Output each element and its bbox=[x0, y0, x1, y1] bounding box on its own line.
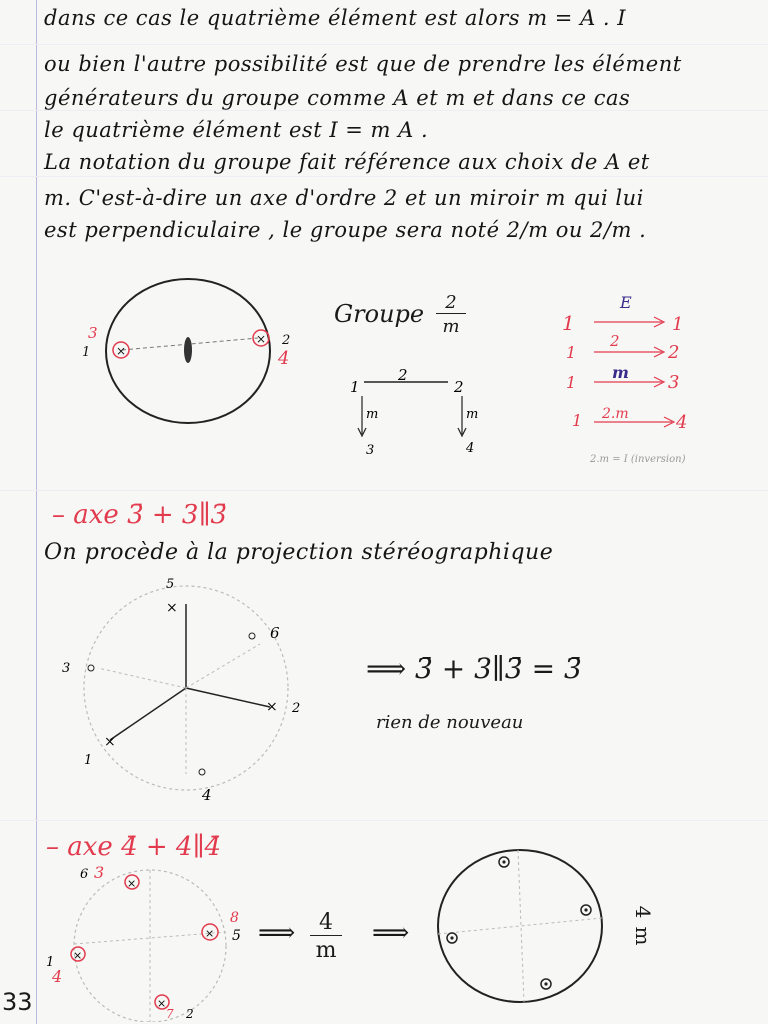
svg-text:×: × bbox=[256, 332, 267, 346]
label-1: 1 bbox=[46, 955, 55, 970]
ruled-line bbox=[0, 110, 768, 111]
svg-text:×: × bbox=[157, 997, 167, 1010]
tree-top-left: 1 bbox=[350, 378, 360, 396]
label-2: 2 bbox=[186, 1007, 194, 1021]
svg-text:×: × bbox=[266, 699, 278, 715]
group-fraction-den: m bbox=[442, 316, 460, 337]
side-fraction-num: 4 bbox=[631, 905, 655, 919]
label-1: 1 bbox=[84, 753, 93, 768]
text-line-5: La notation du groupe fait référence aux choix de A et bbox=[44, 150, 650, 174]
operation-mappings bbox=[556, 286, 716, 436]
implies-arrow-2: ⟹ bbox=[372, 918, 410, 948]
label-2: 2 bbox=[282, 333, 291, 348]
tree-m-left: m bbox=[366, 407, 379, 422]
label-6: 6 bbox=[270, 624, 280, 642]
label-5: 5 bbox=[232, 928, 241, 944]
label-2: 2 bbox=[292, 701, 301, 716]
label-7: 7 bbox=[166, 1007, 174, 1021]
map-to-4: 4 bbox=[676, 412, 688, 433]
conclusion-text: rien de nouveau bbox=[376, 712, 524, 733]
stereo-projection-4bar bbox=[40, 862, 260, 1022]
label-5: 5 bbox=[166, 577, 175, 592]
svg-text:×: × bbox=[127, 877, 137, 890]
text-line-3: générateurs du groupe comme A et m et dans ce cas bbox=[44, 86, 631, 110]
map-to-3: 3 bbox=[668, 372, 680, 393]
map-from-2: 1 bbox=[566, 343, 577, 362]
map-from-4: 1 bbox=[572, 411, 583, 430]
text-line-4: le quatrième élément est I = m A . bbox=[44, 118, 429, 142]
ruled-line bbox=[0, 820, 768, 821]
map-from-3: 1 bbox=[566, 373, 577, 392]
heading-axe3: – axe 3̄ + 3∥3̄ bbox=[52, 500, 228, 530]
map-op-1: E bbox=[620, 293, 632, 312]
ruled-line bbox=[0, 44, 768, 45]
label-8: 8 bbox=[230, 910, 239, 926]
label-3: 3 bbox=[94, 863, 105, 882]
generation-tree bbox=[340, 362, 500, 462]
text-line-6: m. C'est-à-dire un axe d'ordre 2 et un miroir m qui lui bbox=[44, 186, 644, 210]
label-6: 6 bbox=[80, 867, 89, 882]
text-line-1: dans ce cas le quatrième élément est alors m = A . I bbox=[44, 6, 627, 30]
text-projection: On procède à la projection stéréographique bbox=[44, 540, 554, 565]
text-line-7: est perpendiculaire , le groupe sera noté 2/m ou 2/m . bbox=[44, 218, 647, 242]
group-title: Groupe bbox=[334, 300, 425, 328]
map-to-2: 2 bbox=[668, 342, 680, 363]
map-op-2: 2 bbox=[610, 332, 620, 350]
svg-text:×: × bbox=[73, 949, 83, 962]
stereo-projection-4m bbox=[432, 846, 612, 1006]
text-line-2: ou bien l'autre possibilité est que de prendre les élément bbox=[44, 52, 682, 76]
tree-m-right: m bbox=[466, 407, 479, 422]
tree-bottom-right: 4 bbox=[466, 441, 475, 456]
side-fraction-den: m bbox=[631, 926, 655, 946]
map-op-3: m bbox=[612, 363, 629, 382]
label-4: 4 bbox=[278, 348, 290, 369]
map-op-4: 2.m bbox=[602, 406, 629, 422]
map-from-1: 1 bbox=[562, 311, 575, 335]
label-3: 3 bbox=[62, 661, 71, 676]
stereo-projection-2m bbox=[80, 268, 300, 438]
label-4: 4 bbox=[52, 967, 63, 986]
ruled-line bbox=[0, 490, 768, 491]
page-number: 33 bbox=[2, 988, 33, 1016]
fraction-num-4: 4 bbox=[310, 910, 342, 936]
note-inversion: 2.m = I (inversion) bbox=[590, 454, 686, 465]
group-fraction-num: 2 bbox=[436, 292, 466, 314]
svg-text:×: × bbox=[104, 734, 116, 750]
implies-arrow-1: ⟹ bbox=[258, 918, 296, 948]
tree-top-right: 2 bbox=[454, 378, 464, 396]
tree-top-mid: 2 bbox=[398, 366, 408, 384]
equation-3bar: ⟹ 3̄ + 3∥3̄ = 3̄ bbox=[366, 652, 582, 685]
label-3: 3 bbox=[88, 324, 98, 342]
svg-text:×: × bbox=[116, 344, 127, 358]
margin-line bbox=[36, 0, 37, 1024]
heading-axe4: – axe 4̄ + 4∥4̄ bbox=[46, 832, 222, 862]
fraction-den-m: m bbox=[315, 938, 337, 963]
stereo-projection-3bar bbox=[56, 574, 316, 804]
svg-text:×: × bbox=[166, 600, 178, 616]
tree-bottom-left: 3 bbox=[366, 443, 375, 458]
svg-text:×: × bbox=[205, 927, 215, 940]
map-to-1: 1 bbox=[672, 314, 684, 335]
ruled-line bbox=[0, 176, 768, 177]
label-4: 4 bbox=[202, 786, 212, 804]
label-1: 1 bbox=[82, 345, 91, 360]
